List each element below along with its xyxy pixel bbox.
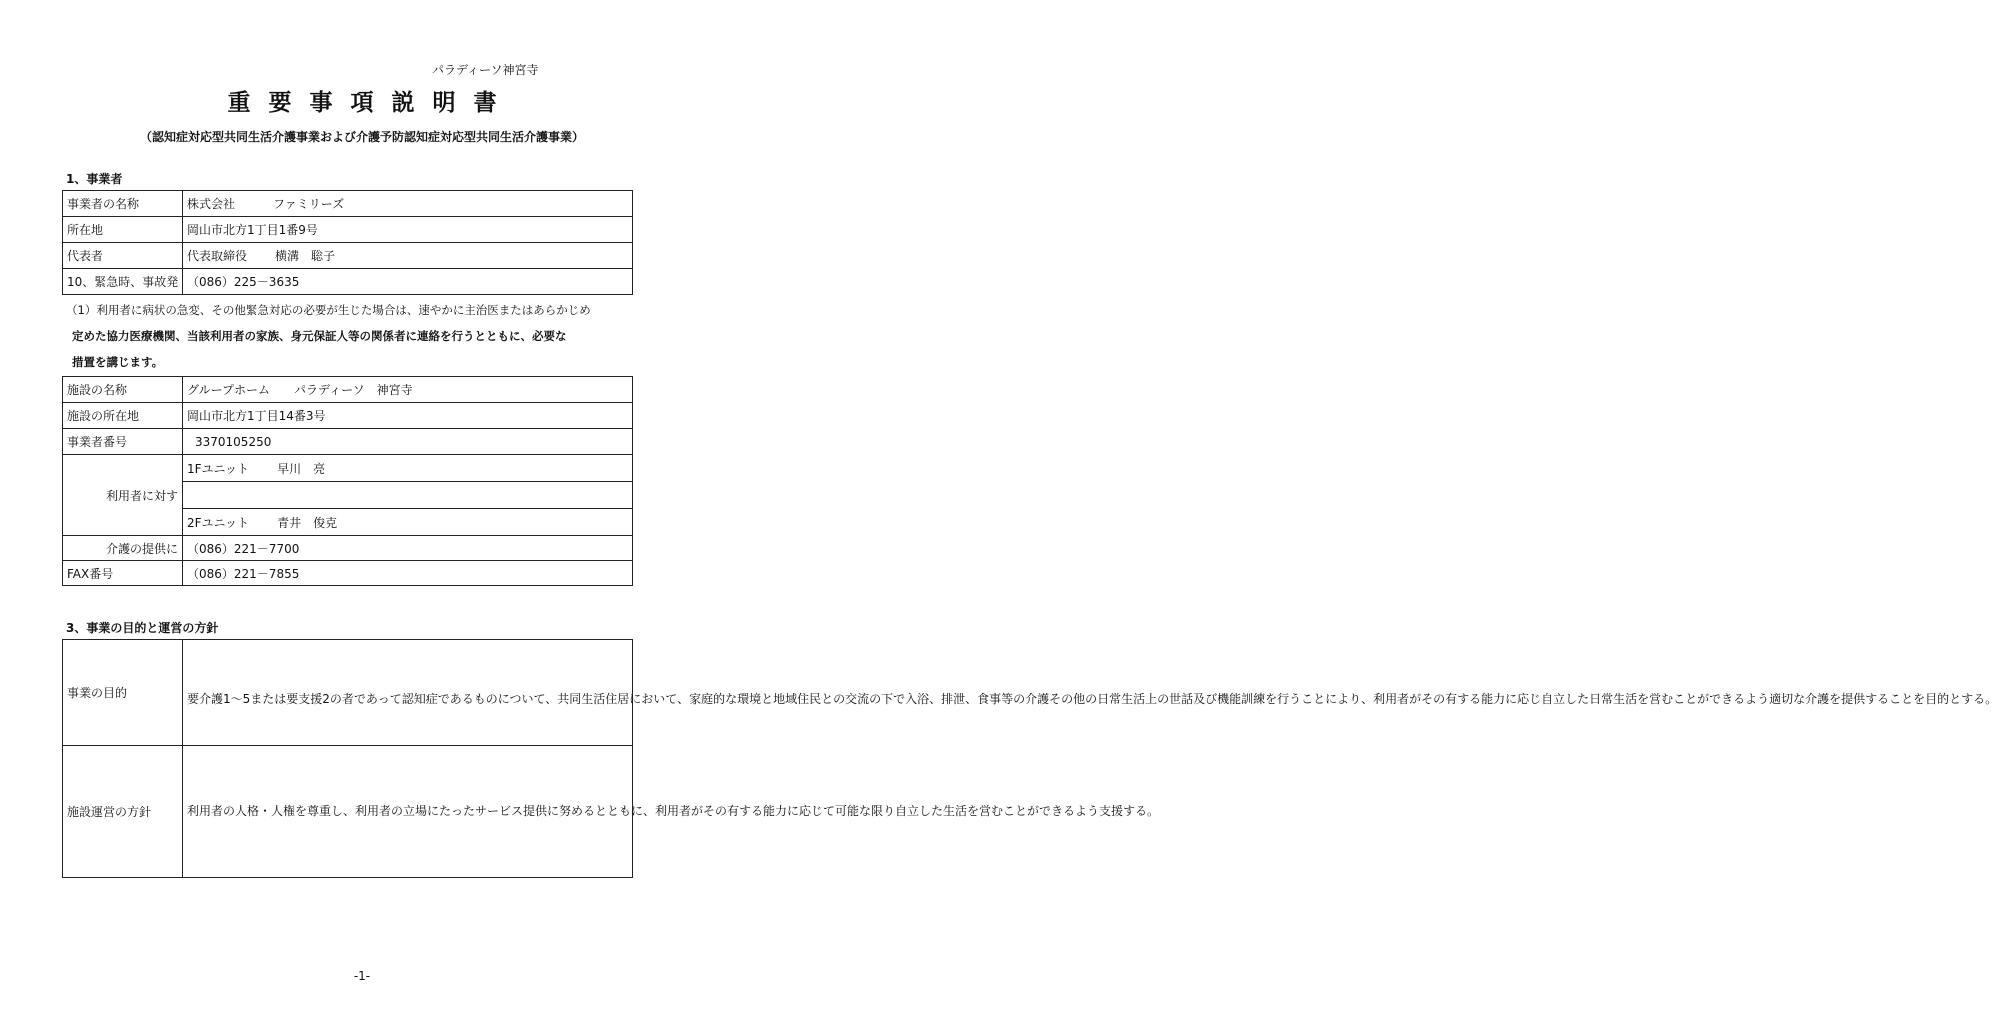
document-title: 重要事項説明書 bbox=[227, 90, 515, 116]
facility-name-label: 施設の名称 bbox=[63, 377, 183, 403]
table-row bbox=[63, 640, 633, 746]
policy-text: 利用者の人格・人権を尊重し、利用者の立場にたったサービス提供に努めるとともに、利用者がその有する能力に応じて可能な限り自立した生活を営むことができるよう支援する。 bbox=[183, 746, 633, 878]
unit-2-contact bbox=[183, 509, 633, 536]
emergency-note-line-2: 定めた協力医療機関、当該利用者の家族、身元保証人等の関係者に連絡を行うとともに、必要な bbox=[72, 329, 567, 343]
operator-number-value: 3370105250 bbox=[183, 429, 633, 455]
unit-2-person: 青井 俊克 bbox=[277, 515, 338, 530]
table-row bbox=[63, 269, 633, 295]
facility-brand: パラディーソ bbox=[294, 383, 365, 397]
purpose-label: 事業の目的 bbox=[63, 640, 183, 746]
page-number: -1- bbox=[353, 969, 371, 983]
emergency-phone: （086）225－3635 bbox=[183, 269, 633, 295]
emergency-note-line-1: （1）利用者に病状の急変、その他緊急対応の必要が生じた場合は、速やかに主治医またはあらかじめ bbox=[66, 303, 591, 317]
purpose-policy-table bbox=[62, 639, 1997, 878]
operator-address-label: 所在地 bbox=[63, 217, 183, 243]
contact-label: 利用者に対す bbox=[63, 455, 183, 536]
operator-number-label: 事業者番号 bbox=[63, 429, 183, 455]
representative-title: 代表取締役 bbox=[187, 249, 248, 263]
representative-label: 代表者 bbox=[63, 243, 183, 269]
table-row bbox=[63, 746, 633, 878]
operator-name-label: 事業者の名称 bbox=[63, 191, 183, 217]
table-row bbox=[63, 377, 633, 403]
fax-value: （086）221－7855 bbox=[183, 561, 633, 586]
document-subtitle: （認知症対応型共同生活介護事業および介護予防認知症対応型共同生活介護事業） bbox=[139, 130, 584, 144]
facility-location: 神宮寺 bbox=[376, 383, 413, 397]
table-row bbox=[63, 403, 633, 429]
facility-name-header: パラディーソ神宮寺 bbox=[432, 63, 539, 77]
facility-name-value bbox=[183, 377, 633, 403]
operator-address-value: 岡山市北方1丁目1番9号 bbox=[183, 217, 633, 243]
unit-1-person: 早川 亮 bbox=[277, 461, 326, 476]
table-row bbox=[63, 455, 633, 482]
table-row bbox=[63, 191, 633, 217]
operator-name-value bbox=[183, 191, 633, 217]
care-provision-phone: （086）221－7700 bbox=[183, 536, 633, 561]
table-row bbox=[63, 243, 633, 269]
policy-label: 施設運営の方針 bbox=[63, 746, 183, 878]
section-1-heading: 1、事業者 bbox=[66, 172, 123, 186]
table-row bbox=[63, 536, 633, 561]
facility-type: グループホーム bbox=[187, 383, 271, 397]
section-3-heading: 3、事業の目的と運営の方針 bbox=[66, 621, 219, 635]
purpose-text: 要介護1～5または要支援2の者であって認知症であるものについて、共同生活住居において、家庭的な環境と地域住民との交流の下で入浴、排泄、食事等の介護その他の日常生活上の世話及び機能訓練を行うことにより、利用者がその有する能力に応じ自立した日常生活を営むことができるよう適切な介護を提供することを目的とする。 bbox=[183, 640, 633, 746]
facility-address-value: 岡山市北方1丁目14番3号 bbox=[183, 403, 633, 429]
operator-table bbox=[62, 190, 633, 295]
facility-address-label: 施設の所在地 bbox=[63, 403, 183, 429]
representative-name: 横溝 聡子 bbox=[275, 249, 336, 263]
table-row bbox=[63, 429, 633, 455]
table-row bbox=[63, 217, 633, 243]
representative-value bbox=[183, 243, 633, 269]
contact-blank-cell bbox=[183, 482, 633, 509]
emergency-label: 10、緊急時、事故発 bbox=[63, 269, 183, 295]
emergency-note-line-3: 措置を講じます。 bbox=[72, 355, 164, 369]
unit-1-contact bbox=[183, 455, 633, 482]
facility-table bbox=[62, 376, 633, 586]
operator-name-prefix: 株式会社 bbox=[187, 197, 236, 211]
care-provision-label: 介護の提供に bbox=[63, 536, 183, 561]
table-row bbox=[63, 561, 633, 586]
operator-name-main: ファミリーズ bbox=[273, 197, 345, 211]
fax-label: FAX番号 bbox=[63, 561, 183, 586]
unit-2-name: 2Fユニット bbox=[187, 515, 250, 530]
unit-1-name: 1Fユニット bbox=[187, 461, 250, 476]
